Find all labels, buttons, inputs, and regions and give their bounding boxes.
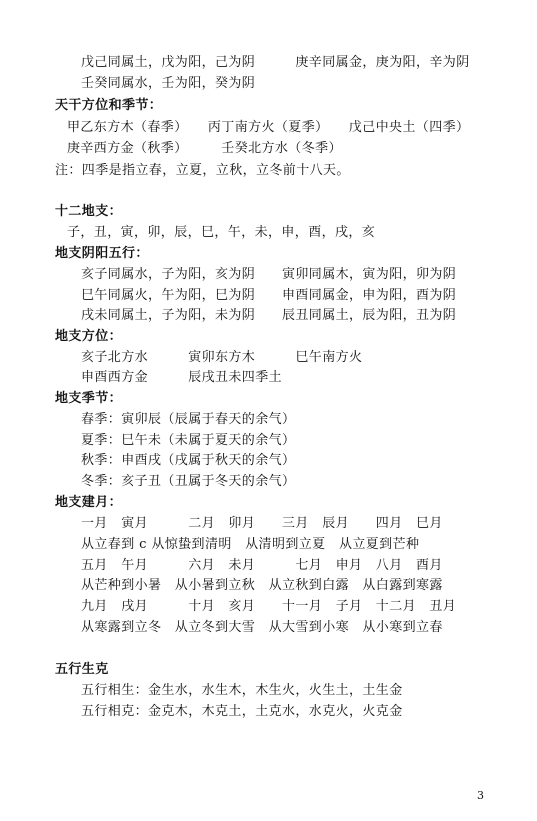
text-line-30: 五行相克：金克木，木克土，土克水，水克火，火克金	[81, 704, 403, 719]
text-line-27: 从寒露到立冬 从立冬到大雪 从大雪到小寒 从小寒到立春	[81, 620, 443, 635]
text-line-1: 戊己同属土，戊为阳，己为阴 庚辛同属金，庚为阳，辛为阴	[81, 55, 470, 70]
text-line-5: 庚辛西方金（秋季） 壬癸北方水（冬季）	[67, 141, 342, 156]
text-line-29: 五行相生：金生水，水生木，木生火，火生土，土生金	[81, 683, 403, 698]
section-heading-tiangan-direction: 天干方位和季节：	[55, 98, 163, 113]
text-line-25: 从芒种到小暑 从小暑到立秋 从立秋到白露 从白露到寒露	[81, 578, 443, 593]
text-line-12: 戌未同属土，子为阳，未为阴 辰丑同属土，辰为阳，丑为阴	[81, 308, 457, 323]
text-line-20: 冬季：亥子丑（丑属于冬天的余气）	[81, 474, 296, 489]
text-line-14: 亥子北方水 寅卯东方木 巳午南方火	[81, 350, 363, 365]
section-heading-dizhi-season: 地支季节：	[55, 391, 123, 406]
section-heading-dizhi-month: 地支建月：	[55, 495, 123, 510]
text-line-17: 春季：寅卯辰（辰属于春天的余气）	[81, 412, 296, 427]
text-line-10: 亥子同属水，子为阳，亥为阴 寅卯同属木，寅为阳，卯为阴	[81, 267, 457, 282]
section-heading-dizhi: 十二地支：	[55, 204, 123, 219]
text-line-23: 从立春到 c 从惊蛰到清明 从清明到立夏 从立夏到芒种	[81, 537, 420, 552]
note-line: 注：四季是指立春，立夏，立秋，立冬前十八天。	[55, 163, 350, 178]
text-line-11: 巳午同属火，午为阳，巳为阴 申酉同属金，申为阳，酉为阴	[81, 288, 457, 303]
page-number: 3	[477, 789, 484, 802]
text-line-22: 一月 寅月 二月 卯月 三月 辰月 四月 巳月	[81, 516, 443, 531]
text-line-2: 壬癸同属水，壬为阳，癸为阴	[81, 76, 256, 91]
section-heading-wuxing: 五行生克	[55, 662, 109, 677]
text-line-4: 甲乙东方木（春季） 丙丁南方火（夏季） 戊己中央土（四季）	[67, 120, 470, 135]
text-line-24: 五月 午月 六月 未月 七月 申月 八月 酉月	[81, 558, 443, 573]
text-line-18: 夏季：巳午未（未属于夏天的余气）	[81, 433, 296, 448]
section-heading-dizhi-yinyang: 地支阴阳五行：	[55, 246, 149, 261]
text-line-15: 申酉西方金 辰戌丑未四季土	[81, 370, 283, 385]
section-heading-dizhi-direction: 地支方位：	[55, 329, 123, 344]
text-line-26: 九月 戌月 十月 亥月 十一月 子月 十二月 丑月	[81, 599, 457, 614]
text-line-19: 秋季：申酉戌（戌属于秋天的余气）	[81, 453, 296, 468]
text-line-8: 子，丑，寅，卯，辰，巳，午，未，申，酉，戌，亥	[67, 225, 376, 240]
